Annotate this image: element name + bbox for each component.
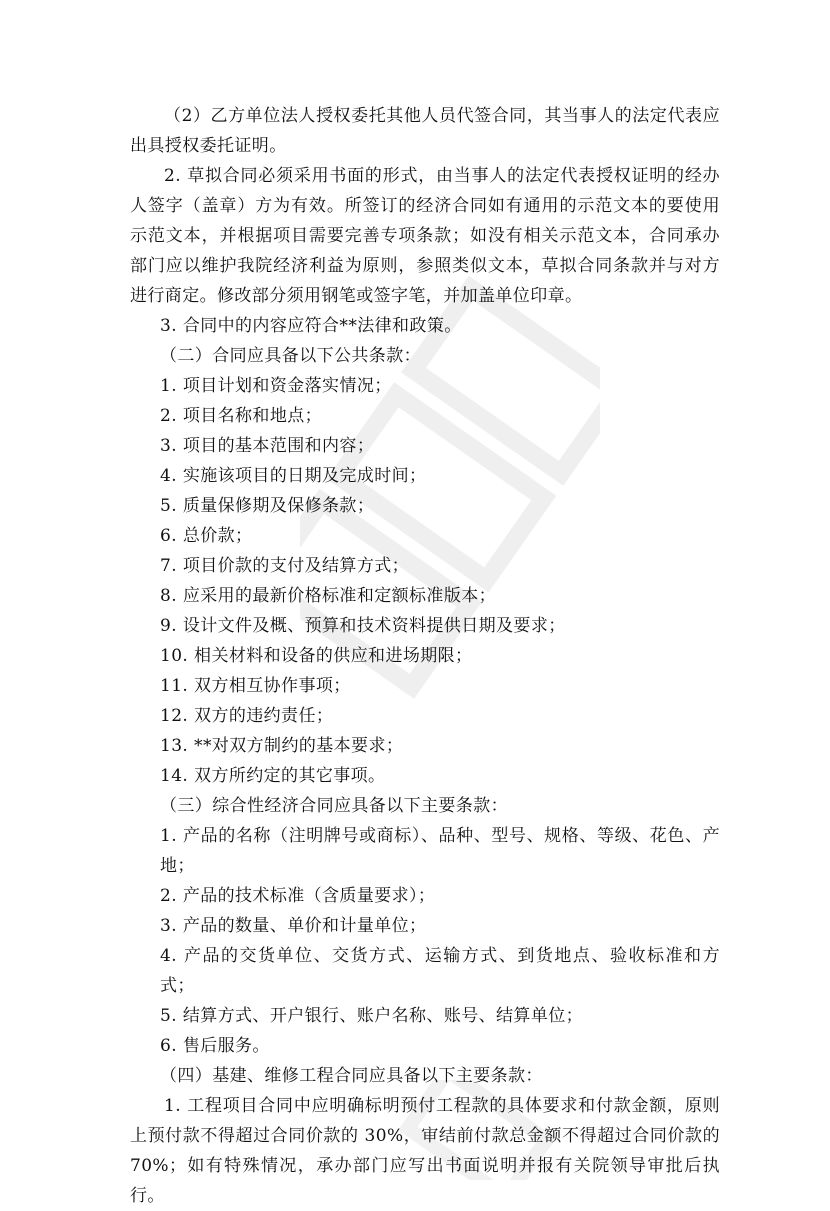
list-item: 14. 双方所约定的其它事项。 xyxy=(160,766,386,786)
list-item: 12. 双方的违约责任； xyxy=(160,706,334,726)
list-item: 6. 售后服务。 xyxy=(160,1036,270,1056)
list-item: 2. 产品的技术标准（含质量要求）； xyxy=(160,886,436,906)
list-item: 1. 项目计划和资金落实情况； xyxy=(160,376,392,396)
list-item: 3. 项目的基本范围和内容； xyxy=(160,436,375,456)
list-item: 5. 质量保修期及保修条款； xyxy=(160,496,375,516)
list-item: 1. 产品的名称（注明牌号或商标）、品种、型号、规格、等级、花色、产地； xyxy=(160,826,720,876)
section-heading: （三）综合性经济合同应具备以下主要条款： xyxy=(160,796,508,816)
paragraph: 2. 草拟合同必须采用书面的形式，由当事人的法定代表授权证明的经办人签字（盖章）方为有效。所签订的经济合同如有通用的示范文本的要使用示范文本，并根据项目需要完善专项条款；如没有相关示范文本，合同承办部门应以维护我院经济利益为原则，参照类似文本，草拟合同条款并与对方进行商定。修改部分须用钢笔或签字笔，并加盖单位印章。 xyxy=(130,166,720,306)
document-body xyxy=(130,101,720,1211)
list-item: 11. 双方相互协作事项； xyxy=(160,676,351,696)
list-item: 4. 实施该项目的日期及完成时间； xyxy=(160,466,427,486)
list-item: 13. **对双方制约的基本要求； xyxy=(160,736,404,756)
section-heading: （四）基建、维修工程合同应具备以下主要条款： xyxy=(160,1066,543,1086)
list-item: 3. 产品的数量、单价和计量单位； xyxy=(160,916,427,936)
paragraph: 1. 工程项目合同中应明确标明预付工程款的具体要求和付款金额，原则上预付款不得超过合同价款的 30%，审结前付款总金额不得超过合同价款的 70%；如有特殊情况，承办部门应写出书面说明并报有关院领导审批后执行。 xyxy=(130,1096,720,1206)
list-item: 2. 项目名称和地点； xyxy=(160,406,323,426)
list-item: 5. 结算方式、开户银行、账户名称、账号、结算单位； xyxy=(160,1006,584,1026)
list-item: 9. 设计文件及概、预算和技术资料提供日期及要求； xyxy=(160,616,566,636)
list-item: 6. 总价款； xyxy=(160,526,253,546)
list-item: 10. 相关材料和设备的供应和进场期限； xyxy=(160,646,473,666)
paragraph: 3. 合同中的内容应符合**法律和政策。 xyxy=(160,316,462,336)
list-item: 4. 产品的交货单位、交货方式、运输方式、到货地点、验收标准和方式； xyxy=(160,946,720,996)
list-item: 7. 项目价款的支付及结算方式； xyxy=(160,556,410,576)
list-item: 8. 应采用的最新价格标准和定额标准版本； xyxy=(160,586,497,606)
paragraph: （2）乙方单位法人授权委托其他人员代签合同，其当事人的法定代表应出具授权委托证明。 xyxy=(130,106,720,156)
section-heading: （二）合同应具备以下公共条款： xyxy=(160,346,421,366)
